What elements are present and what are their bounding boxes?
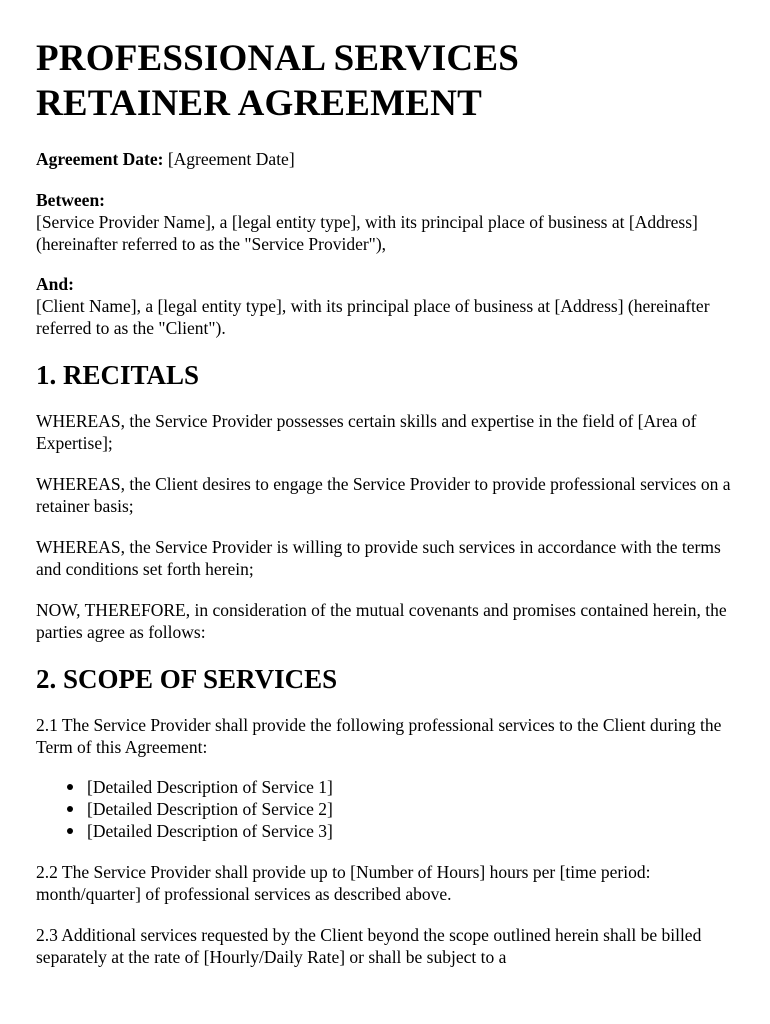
recitals-heading: 1. RECITALS — [36, 360, 200, 390]
services-list — [36, 776, 736, 842]
and-label: And: — [36, 274, 74, 294]
bullet-icon — [67, 784, 73, 790]
service-description: [Detailed Description of Service 1] — [87, 777, 333, 797]
and-party — [36, 273, 736, 339]
recital-paragraph: NOW, THEREFORE, in consideration of the mutual covenants and promises contained herein, the parties agree as follows: — [36, 600, 727, 642]
bullet-icon — [67, 828, 73, 834]
bullet-icon — [67, 806, 73, 812]
recital-paragraph: WHEREAS, the Client desires to engage the Service Provider to provide professional services on a retainer basis; — [36, 474, 731, 516]
service-provider-description: [Service Provider Name], a [legal entity type], with its principal place of business at [Address] (hereinafter referred to as the "Service Provider"), — [36, 212, 698, 254]
clause-2-2: 2.2 The Service Provider shall provide up to [Number of Hours] hours per [time period: month/quarter] of professional services as described above. — [36, 862, 651, 904]
agreement-date-label: Agreement Date: — [36, 149, 164, 169]
between-label: Between: — [36, 190, 106, 210]
document-page — [36, 0, 736, 968]
document-title — [36, 36, 736, 126]
between-party — [36, 189, 736, 255]
service-description: [Detailed Description of Service 3] — [87, 821, 333, 841]
clause-2-1: 2.1 The Service Provider shall provide the following professional services to the Client during the Term of this Agreement: — [36, 715, 722, 757]
list-item — [87, 798, 736, 820]
agreement-date-value: [Agreement Date] — [167, 149, 295, 169]
scope-heading: 2. SCOPE OF SERVICES — [36, 664, 338, 694]
clause-2-3: 2.3 Additional services requested by the Client beyond the scope outlined herein shall be billed separately at the rate of [Hourly/Daily Rate] or shall be subject to a — [36, 925, 702, 967]
service-description: [Detailed Description of Service 2] — [87, 799, 333, 819]
list-item — [87, 776, 736, 798]
list-item — [87, 820, 736, 842]
client-description: [Client Name], a [legal entity type], with its principal place of business at [Address] (hereinafter referred to as the "Client"). — [36, 296, 710, 338]
recital-paragraph: WHEREAS, the Service Provider is willing to provide such services in accordance with the terms and conditions set forth herein; — [36, 537, 721, 579]
document-title-line-1: PROFESSIONAL SERVICES — [36, 38, 520, 79]
document-title-line-2: RETAINER AGREEMENT — [36, 83, 482, 124]
agreement-date-line — [36, 148, 736, 170]
recital-paragraph: WHEREAS, the Service Provider possesses certain skills and expertise in the field of [Area of Expertise]; — [36, 411, 697, 453]
